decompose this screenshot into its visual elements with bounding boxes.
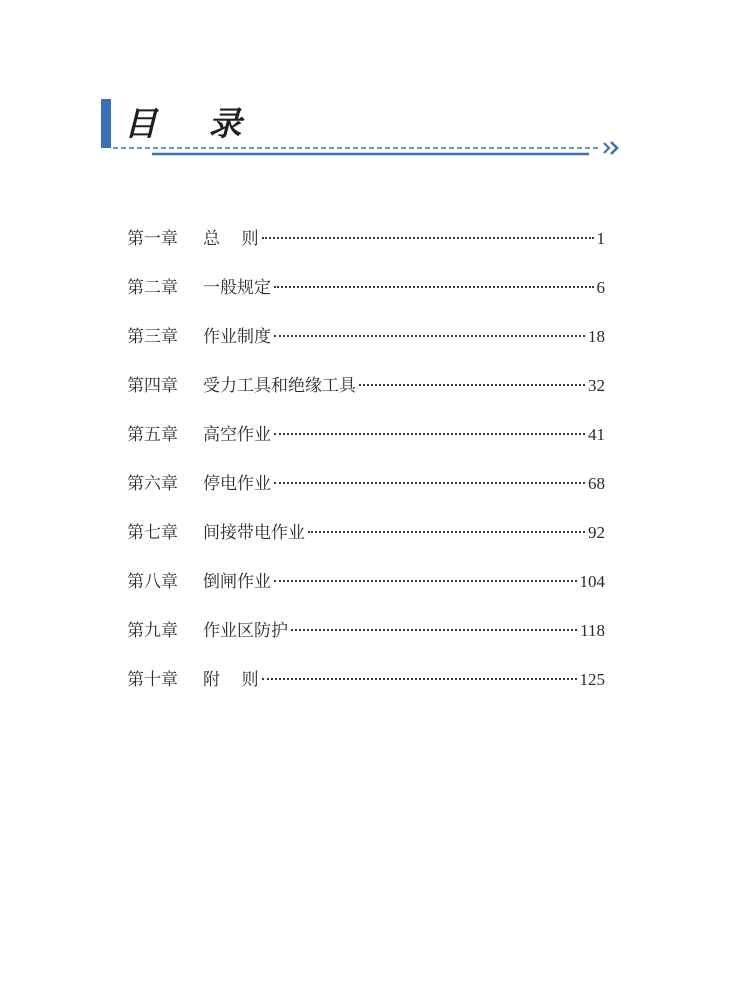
page-number: 41 [588,425,605,444]
chapter-number: 第六章 [127,474,178,494]
chapter-number: 第四章 [127,376,178,396]
table-of-contents [127,224,605,714]
toc-entry[interactable] [127,224,605,273]
chapter-title: 停电作业 [203,474,271,494]
chapter-number: 第三章 [127,327,178,347]
dot-leader [262,237,594,239]
dot-leader [262,678,577,680]
chapter-title: 间接带电作业 [203,523,305,543]
dot-leader [274,335,585,337]
toc-entry[interactable] [127,518,605,567]
page-number: 104 [579,572,605,591]
page-number: 92 [588,523,605,542]
toc-entry[interactable] [127,322,605,371]
chapter-number: 第九章 [127,621,178,641]
page-number: 125 [579,670,605,689]
chapter-number: 第七章 [127,523,178,543]
toc-entry[interactable] [127,273,605,322]
chapter-title: 作业制度 [203,327,271,347]
chapter-number: 第十章 [127,670,178,690]
chapter-title: 受力工具和绝缘工具 [203,376,356,396]
dot-leader [274,580,577,582]
chapter-title: 作业区防护 [203,621,288,641]
chapter-title: 附 则 [203,670,259,690]
toc-entry[interactable] [127,567,605,616]
toc-entry[interactable] [127,420,605,469]
chapter-title: 倒闸作业 [203,572,271,592]
toc-entry[interactable] [127,371,605,420]
dot-leader [274,433,585,435]
page-number: 32 [588,376,605,395]
chevron-right-icon [611,142,617,154]
dot-leader [359,384,585,386]
chapter-number: 第一章 [127,229,178,249]
chapter-title: 高空作业 [203,425,271,445]
page-number: 1 [596,229,605,248]
dot-leader [274,482,585,484]
toc-entry[interactable] [127,616,605,665]
page-number: 68 [588,474,605,493]
page-number: 118 [580,621,605,640]
page-title: 目 录 [124,104,262,143]
chapter-number: 第二章 [127,278,178,298]
chapter-title: 一般规定 [203,278,271,298]
header-decoration [0,0,730,200]
toc-header [0,0,730,200]
page-number: 18 [588,327,605,346]
toc-entry[interactable] [127,469,605,518]
chapter-number: 第五章 [127,425,178,445]
page-number: 6 [596,278,605,297]
dot-leader [291,629,577,631]
dot-leader [274,286,594,288]
chapter-number: 第八章 [127,572,178,592]
dot-leader [308,531,585,533]
chapter-title: 总 则 [203,229,259,249]
toc-entry[interactable] [127,665,605,714]
chevron-right-icon [604,143,609,153]
